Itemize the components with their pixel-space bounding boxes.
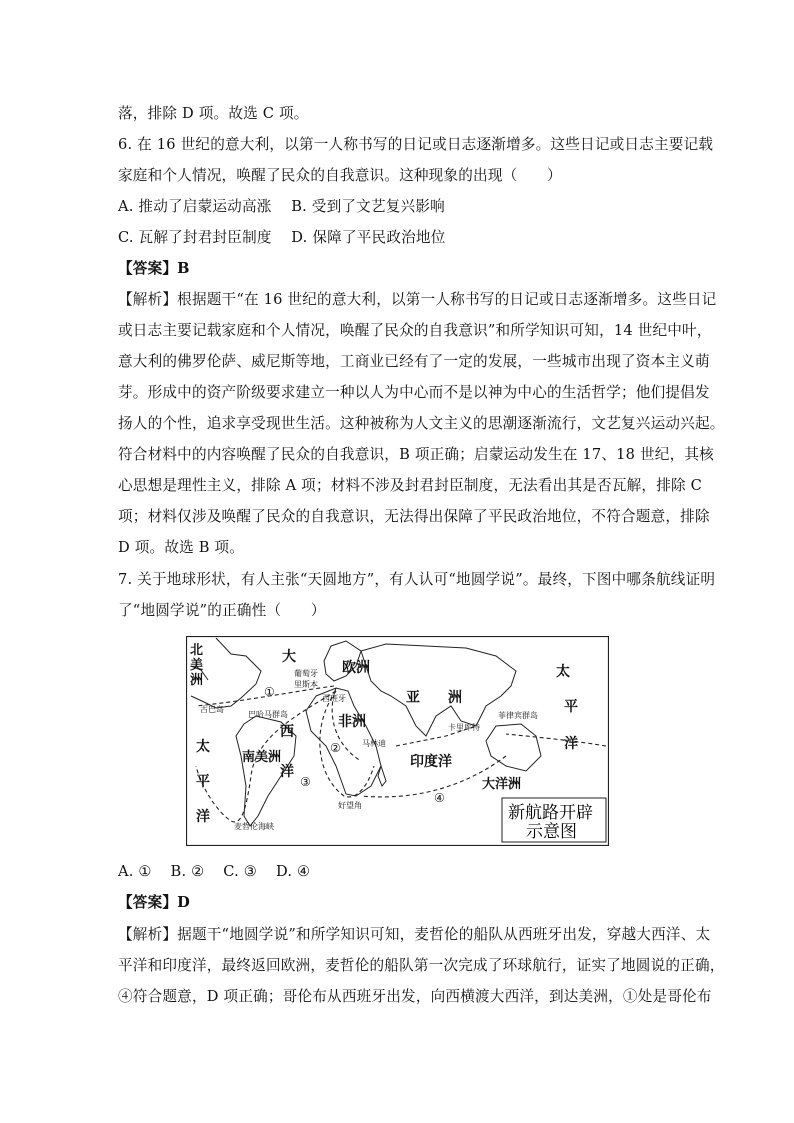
analysis-line: 平洋和印度洋，最终返回欧洲，麦哲伦的船队第一次完成了环球航行，证实了地圆说的正确，	[118, 957, 725, 974]
question-7-stem-cont: 了“地圆学说”的正确性（ ）	[118, 602, 326, 619]
label-europe: 欧洲	[342, 660, 370, 676]
label-bahamas: 巴哈马群岛	[248, 710, 288, 719]
label-cuba: 古巴岛	[200, 705, 224, 714]
analysis-line: 或日志主要记载家庭和个人情况，唤醒了民众的自我意识”和所学知识可知，14 世纪中叶，	[118, 322, 712, 339]
label-lisbon: 里斯本	[294, 680, 318, 689]
question-7-options	[118, 862, 324, 882]
map-title-line-1: 新航路开辟	[508, 803, 593, 823]
question-6-stem-cont: 家庭和个人情况，唤醒了民众的自我意识。这种现象的出现（ ）	[118, 167, 562, 184]
question-6-options-ab: A. 推动了启蒙运动高涨 B. 受到了文艺复兴影响	[118, 198, 445, 215]
option-a: A. ①	[118, 863, 152, 880]
map-title-line-2: 示意图	[526, 822, 577, 842]
text-line: 落，排除 D 项。故选 C 项。	[118, 105, 309, 122]
route-4-marker: ④	[434, 791, 445, 805]
analysis-line: 意大利的佛罗伦萨、威尼斯等地，工商业已经有了一定的发展，一些城市出现了资本主义萌	[118, 353, 710, 370]
label-atlantic-da: 大	[282, 649, 296, 665]
label-indian-ocean: 印度洋	[410, 754, 452, 770]
label-magellan-strait: 麦哲伦海峡	[234, 822, 274, 831]
option-d: D. ④	[275, 863, 311, 880]
question-6-options-cd: C. 瓦解了封君封臣制度 D. 保障了平民政治地位	[118, 229, 446, 246]
analysis-line: 【解析】根据题干“在 16 世纪的意大利，以第一人称书写的日记或日志逐渐增多。这些日记	[118, 291, 717, 308]
question-7-answer: 【答案】D	[118, 894, 191, 911]
label-portugal: 葡萄牙	[294, 669, 318, 678]
label-north-america: 北	[190, 643, 204, 658]
option-c: C. ③	[223, 863, 258, 880]
label-pacific-right: 太	[556, 664, 570, 680]
analysis-line: 符合材料中的内容唤醒了民众的自我意识，B 项正确；启蒙运动发生在 17、18 世纪，其核	[118, 446, 714, 463]
label-oceania: 大洋洲	[482, 777, 522, 792]
question-6-answer: 【答案】B	[118, 260, 190, 277]
label-south-america: 南美洲	[242, 750, 282, 765]
label-cape: 好望角	[338, 801, 362, 810]
label-pacific-right: 洋	[564, 736, 578, 752]
label-north-america: 美	[190, 658, 204, 673]
label-atlantic-xi: 西	[280, 724, 294, 740]
label-philippines: 菲律宾群岛	[498, 711, 538, 720]
label-africa: 非洲	[338, 714, 366, 730]
route-2-marker: ②	[330, 741, 341, 755]
label-pacific-left: 太	[196, 739, 210, 755]
label-pacific-right: 平	[564, 699, 578, 715]
analysis-line: 芽。形成中的资产阶级要求建立一种以人为中心而不是以神为中心的生活哲学；他们提倡发	[118, 384, 710, 401]
new-sea-route-map	[186, 636, 609, 846]
label-pacific-left: 平	[196, 774, 210, 790]
label-asia-zhou: 洲	[448, 690, 462, 706]
label-malindi: 马林迪	[362, 739, 386, 748]
option-b: B. ②	[170, 863, 205, 880]
question-7-stem: 7. 关于地球形状，有人主张“天圆地方”，有人认可“地圆学说”。最终，下图中哪条航线证明	[118, 571, 716, 588]
label-pacific-left: 洋	[196, 809, 210, 825]
analysis-line: 项；材料仅涉及唤醒了民众的自我意识，无法得出保障了平民政治地位，不符合题意，排除	[118, 508, 710, 525]
analysis-line: 扬人的个性，追求享受现世生活。这种被称为人文主义的思潮逐渐流行，文艺复兴运动兴起。	[118, 415, 725, 432]
label-asia-ya: 亚	[406, 690, 420, 706]
route-1-marker: ①	[264, 685, 275, 699]
route-3-marker: ③	[300, 775, 311, 789]
label-spain: 西班牙	[322, 694, 346, 703]
label-calicut: 卡里库特	[448, 723, 480, 732]
label-north-america: 洲	[190, 673, 204, 688]
label-atlantic-yang: 洋	[280, 764, 294, 780]
analysis-line: 【解析】据题干“地圆学说”和所学知识可知，麦哲伦的船队从西班牙出发，穿越大西洋、太	[118, 926, 711, 943]
analysis-line: D 项。故选 B 项。	[118, 539, 245, 556]
question-6-stem: 6. 在 16 世纪的意大利，以第一人称书写的日记或日志逐渐增多。这些日记或日志主要记载	[118, 136, 714, 153]
analysis-line: 心思想是理性主义，排除 A 项；材料不涉及封君封臣制度，无法看出其是否瓦解，排除 C	[118, 477, 702, 494]
analysis-line: ④符合题意，D 项正确；哥伦布从西班牙出发，向西横渡大西洋，到达美洲，①处是哥伦布	[118, 988, 712, 1005]
